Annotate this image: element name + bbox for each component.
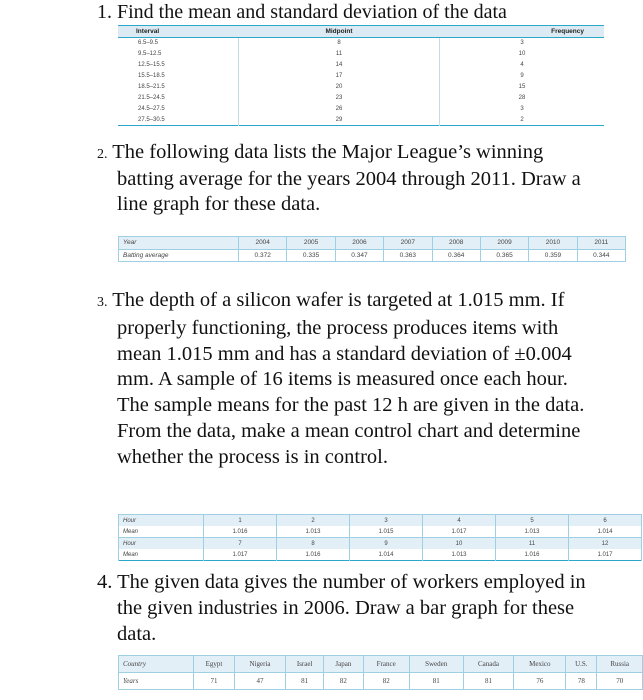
value-cell: 47 (235, 673, 286, 690)
country-cell: Egypt (194, 656, 235, 673)
value-cell: 82 (363, 673, 409, 690)
hourly-means-table (118, 514, 642, 561)
table-row (118, 103, 604, 114)
midpoint-cell: 20 (239, 82, 440, 93)
value-cell: 81 (463, 673, 514, 690)
question-2-number: 2. (97, 147, 108, 162)
year-cell: 2011 (577, 237, 625, 250)
country-cell: Nigeria (235, 656, 286, 673)
batting-average-table (118, 236, 626, 262)
batting-average-cell: 0.347 (335, 249, 383, 262)
year-cell: 2007 (384, 237, 432, 250)
year-cell: 2006 (335, 237, 383, 250)
batting-average-cell: 0.363 (384, 249, 432, 262)
table-row (118, 71, 604, 82)
row-label-batting-average: Batting average (119, 249, 239, 262)
batting-average-cell: 0.364 (432, 249, 480, 262)
interval-cell: 9.5–12.5 (118, 49, 239, 60)
question-1-number: 1. (97, 1, 112, 23)
frequency-table-body (118, 38, 604, 126)
midpoint-cell: 8 (239, 38, 440, 49)
table-row (118, 82, 604, 93)
table-row (118, 49, 604, 60)
frequency-cell: 3 (520, 105, 524, 112)
table-header-row (118, 26, 604, 38)
table-row (118, 114, 604, 125)
value-cell: 71 (194, 673, 235, 690)
hour-cell: 5 (496, 515, 569, 527)
table-row (118, 38, 604, 49)
country-cell: Sweden (409, 656, 463, 673)
row-label-hour: Hour (119, 538, 204, 550)
batting-average-cell: 0.335 (287, 249, 335, 262)
frequency-cell: 15 (518, 84, 526, 90)
interval-cell: 24.5–27.5 (118, 103, 239, 114)
table-row (119, 656, 643, 673)
country-cell: Mexico (514, 656, 566, 673)
country-cell: France (363, 656, 409, 673)
frequency-cell: 4 (520, 62, 524, 69)
hour-cell: 10 (423, 538, 496, 550)
table-row (119, 237, 626, 250)
table-row (118, 60, 604, 71)
batting-average-cell: 0.365 (480, 249, 528, 262)
interval-cell: 27.5–30.5 (118, 114, 239, 125)
frequency-cell: 28 (518, 94, 526, 101)
midpoint-cell: 11 (239, 49, 440, 60)
frequency-cell: 10 (518, 51, 526, 58)
mean-cell: 1.014 (569, 526, 642, 538)
mean-cell: 1.014 (350, 549, 423, 561)
interval-cell: 21.5–24.5 (118, 92, 239, 103)
table-row (119, 673, 643, 690)
row-label-hour: Hour (119, 515, 204, 527)
mean-cell: 1.017 (204, 549, 277, 561)
question-3-text: The depth of a silicon wafer is targeted at 1.015 mm. If properly functioning, the process produces items with mean 1.015 mm and has a standard deviation of ±0.004 mm. A sample of 16 items is measured once each hour. The sample means for the past 12 h are given in the data. From the data, make a mean control chart and determine whether the process is in control. (112, 289, 585, 468)
hour-cell: 9 (350, 538, 423, 550)
country-cell: U.S. (566, 656, 597, 673)
hour-cell: 2 (277, 515, 350, 527)
question-4-text: The given data gives the number of workers employed in the given industries in 2006. Draw a bar graph for these data. (117, 571, 586, 645)
hour-cell: 4 (423, 515, 496, 527)
mean-cell: 1.013 (496, 526, 569, 538)
frequency-cell: 3 (520, 40, 524, 47)
hour-cell: 8 (277, 538, 350, 550)
question-3 (97, 288, 587, 471)
row-label-mean: Mean (119, 549, 204, 561)
row-label-years: Years (119, 673, 194, 690)
workers-table (118, 655, 643, 690)
mean-cell: 1.013 (277, 526, 350, 538)
hour-cell: 1 (204, 515, 277, 527)
table-row (119, 538, 642, 550)
row-label-year: Year (119, 237, 239, 250)
midpoint-cell: 29 (239, 114, 440, 125)
hour-cell: 12 (569, 538, 642, 550)
value-cell: 78 (566, 673, 597, 690)
hour-cell: 6 (569, 515, 642, 527)
table-row (118, 92, 604, 103)
midpoint-cell: 17 (239, 71, 440, 82)
midpoint-cell: 14 (239, 60, 440, 71)
question-4 (97, 570, 587, 647)
table-row (119, 549, 642, 561)
mean-cell: 1.016 (204, 526, 277, 538)
mean-cell: 1.017 (569, 549, 642, 561)
value-cell: 82 (324, 673, 363, 690)
header-frequency: Frequency (440, 26, 605, 38)
hour-cell: 11 (496, 538, 569, 550)
country-cell: Japan (324, 656, 363, 673)
year-cell: 2004 (239, 237, 287, 250)
table-row (119, 526, 642, 538)
batting-average-cell: 0.344 (577, 249, 625, 262)
mean-cell: 1.015 (350, 526, 423, 538)
row-label-mean: Mean (119, 526, 204, 538)
value-cell: 81 (285, 673, 323, 690)
header-midpoint: Midpoint (239, 26, 440, 38)
interval-cell: 15.5–18.5 (118, 71, 239, 82)
question-2-text: The following data lists the Major League’s winning batting average for the years 2004 through 2011. Draw a line graph for these data. (112, 141, 581, 215)
interval-cell: 12.5–15.5 (118, 60, 239, 71)
batting-average-cell: 0.372 (239, 249, 287, 262)
frequency-cell: 2 (520, 116, 524, 123)
question-1 (97, 0, 627, 24)
header-interval: Interval (118, 26, 239, 38)
question-3-number: 3. (97, 295, 108, 310)
frequency-cell: 9 (520, 73, 524, 80)
value-cell: 70 (597, 673, 643, 690)
value-cell: 76 (514, 673, 566, 690)
frequency-table (118, 25, 604, 126)
hour-cell: 7 (204, 538, 277, 550)
midpoint-cell: 26 (239, 103, 440, 114)
question-4-number: 4. (97, 571, 113, 593)
mean-cell: 1.016 (277, 549, 350, 561)
country-cell: Israel (285, 656, 323, 673)
midpoint-cell: 23 (239, 92, 440, 103)
year-cell: 2005 (287, 237, 335, 250)
mean-cell: 1.017 (423, 526, 496, 538)
value-cell: 81 (409, 673, 463, 690)
row-label-country: Country (119, 656, 194, 673)
country-cell: Canada (463, 656, 514, 673)
question-1-text: Find the mean and standard deviation of the data (117, 1, 507, 23)
country-cell: Russia (597, 656, 643, 673)
year-cell: 2009 (480, 237, 528, 250)
batting-average-cell: 0.359 (529, 249, 577, 262)
mean-cell: 1.013 (423, 549, 496, 561)
year-cell: 2010 (529, 237, 577, 250)
year-cell: 2008 (432, 237, 480, 250)
table-row (119, 515, 642, 527)
table-row (119, 249, 626, 262)
interval-cell: 6.5–9.5 (118, 38, 239, 49)
question-2 (97, 140, 587, 217)
mean-cell: 1.016 (496, 549, 569, 561)
hour-cell: 3 (350, 515, 423, 527)
interval-cell: 18.5–21.5 (118, 82, 239, 93)
